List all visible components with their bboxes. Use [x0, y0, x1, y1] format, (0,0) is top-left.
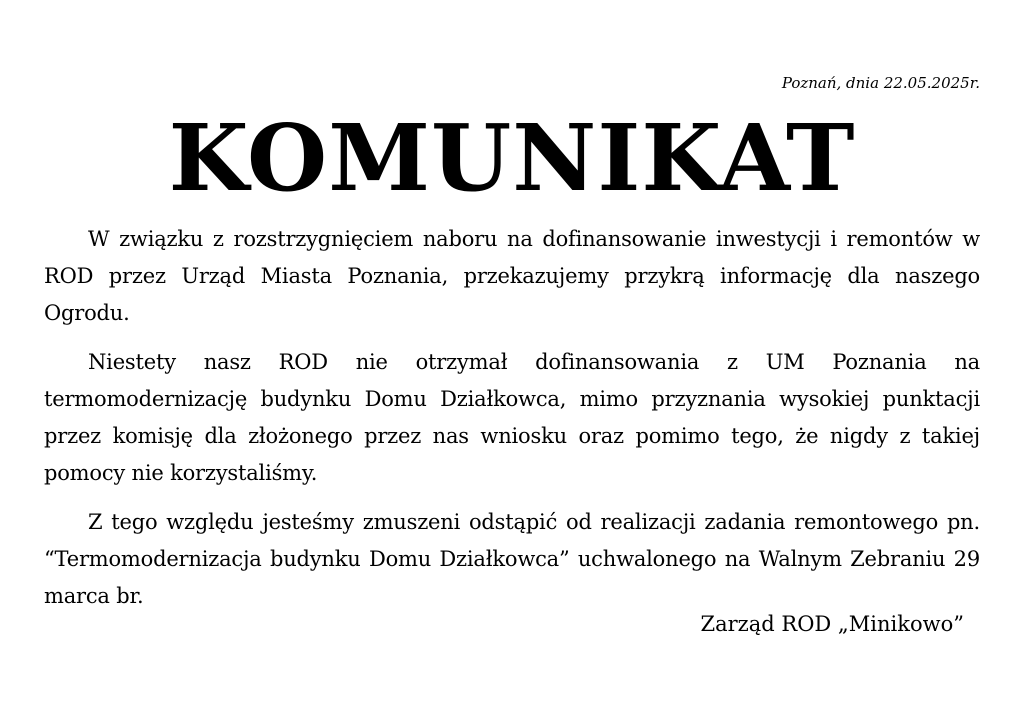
signature: Zarząd ROD „Minikowo” [700, 612, 964, 636]
paragraph-3: Z tego względu jesteśmy zmuszeni odstąpić od realizacji zadania remontowego pn. “Termomodernizacja budynku Domu Działkowca” uchwalonego na Walnym Zebraniu 29 marca br. [44, 510, 980, 608]
paragraph-1: W związku z rozstrzygnięciem naboru na dofinansowanie inwestycji i remontów w ROD przez Urząd Miasta Poznania, przekazujemy przykrą informację dla naszego Ogrodu. [44, 227, 980, 325]
document-body [44, 221, 980, 627]
paragraph-2: Niestety nasz ROD nie otrzymał dofinansowania z UM Poznania na termomodernizację budynku Domu Działkowca, mimo przyznania wysokiej punktacji przez komisję dla złożonego przez nas wniosku oraz pomimo tego, że nigdy z takiej pomocy nie korzystaliśmy. [44, 350, 980, 485]
place-date: Poznań, dnia 22.05.2025r. [781, 74, 980, 92]
document-title: KOMUNIKAT [168, 104, 856, 212]
